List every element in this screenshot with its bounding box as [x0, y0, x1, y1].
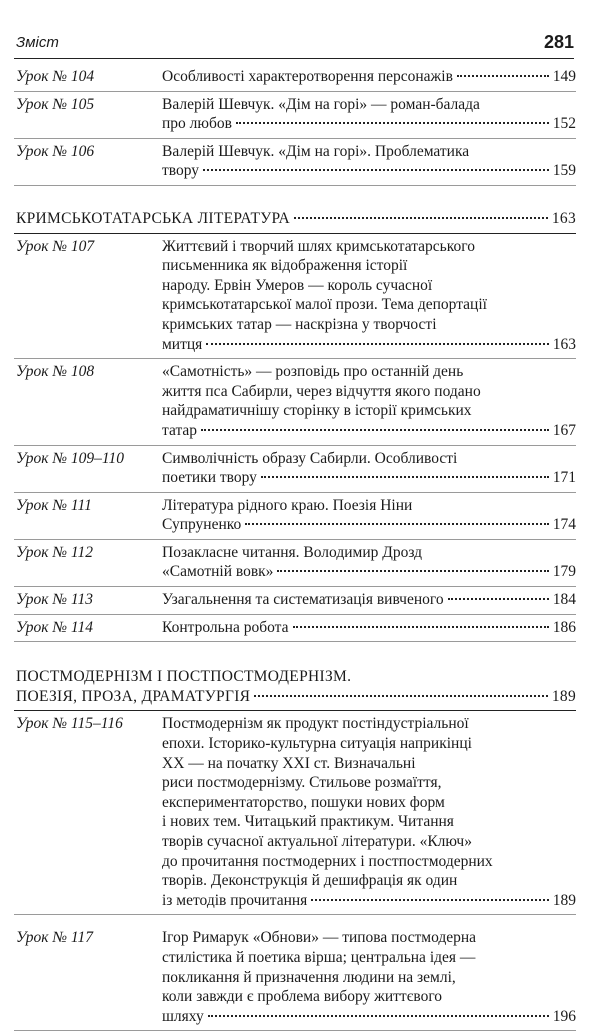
dot-leader	[201, 429, 549, 431]
title-last-line	[162, 515, 576, 535]
section-heading[interactable]	[14, 198, 576, 234]
title-last-line	[162, 421, 576, 441]
page-ref: 171	[552, 469, 576, 487]
lesson-label: Урок № 113	[16, 591, 94, 609]
page-ref: 189	[551, 687, 576, 705]
heading-line: КРИМСЬКОТАТАРСЬКА ЛІТЕРАТУРА	[16, 209, 290, 227]
title-line: Символічність образу Сабирли. Особливості	[162, 449, 458, 467]
title-line: найдраматичнішу сторінку в історії кримських	[162, 402, 472, 420]
toc-entry[interactable]	[14, 446, 576, 493]
toc-entry[interactable]	[14, 64, 576, 92]
toc-entry[interactable]	[14, 711, 576, 915]
toc-entry[interactable]	[14, 540, 576, 587]
lesson-label: Урок № 106	[16, 142, 95, 160]
title-line: Особливості характеротворення персонажів	[162, 68, 453, 85]
title-last-line	[162, 562, 576, 582]
entry-title	[162, 237, 576, 355]
title-line: «Самотній вовк»	[162, 563, 274, 581]
dot-leader	[254, 695, 548, 697]
entry-title	[162, 67, 576, 87]
title-line: «Самотність» — розповідь про останній день	[162, 363, 464, 381]
title-line: до прочитання постмодерних і постпостмодерних	[162, 852, 493, 870]
title-line: Постмодернізм як продукт постіндустріальної	[162, 715, 469, 733]
page-ref: 163	[552, 335, 576, 353]
title-line: Валерій Шевчук. «Дім на горі» — роман-балада	[162, 95, 480, 113]
dot-leader	[206, 343, 548, 345]
dot-leader	[203, 169, 549, 171]
entry-title	[162, 543, 576, 582]
entry-title	[162, 362, 576, 440]
title-last-line	[162, 161, 576, 181]
title-last-line	[162, 891, 576, 911]
dot-leader	[293, 626, 549, 628]
lesson-label: Урок № 111	[16, 496, 92, 514]
title-line: Позакласне читання. Володимир Дрозд	[162, 543, 423, 561]
page-number: 281	[543, 32, 574, 52]
heading-last-line	[16, 687, 576, 707]
dot-leader	[457, 75, 549, 77]
title-line: митця	[162, 335, 203, 353]
toc-entry[interactable]	[14, 493, 576, 540]
title-line: стилістика й поетика вірша; центральна ідея —	[162, 948, 476, 966]
title-line: кримських татар — наскрізна у творчості	[162, 315, 437, 333]
heading-last-line	[16, 209, 576, 229]
title-line: експериментаторство, пошуки нових форм	[162, 793, 445, 811]
title-line: епохи. Історико-культурна ситуація наприкінці	[162, 735, 472, 753]
lesson-label: Урок № 104	[16, 68, 95, 85]
title-line: про любов	[162, 115, 232, 133]
title-line: із методів прочитання	[162, 891, 308, 909]
entry-title	[162, 590, 576, 610]
title-line: коли завжди є проблема вибору життєвого	[162, 988, 443, 1006]
page-ref: 186	[552, 618, 576, 636]
page-ref: 159	[552, 162, 576, 180]
lesson-label: Урок № 105	[16, 95, 95, 113]
dot-leader	[236, 122, 549, 124]
heading-line: ПОЕЗІЯ, ПРОЗА, ДРАМАТУРГІЯ	[16, 687, 251, 705]
title-line: народу. Ервін Умеров — король сучасної	[162, 276, 433, 294]
title-last-line	[162, 1007, 576, 1027]
page-ref: 152	[552, 115, 576, 133]
lesson-label: Урок № 107	[16, 237, 95, 255]
page-ref: 167	[552, 421, 576, 439]
title-line: Контрольна робота	[162, 618, 289, 636]
dot-leader	[245, 523, 548, 525]
toc-entry[interactable]	[14, 359, 576, 445]
toc-entry[interactable]	[14, 615, 576, 643]
entry-title	[162, 618, 576, 638]
title-last-line	[162, 590, 576, 610]
title-line: твору	[162, 162, 200, 180]
page-ref: 149	[552, 68, 576, 85]
title-line: Валерій Шевчук. «Дім на горі». Проблематика	[162, 142, 470, 160]
entry-title	[162, 95, 576, 134]
title-line: Ігор Римарук «Обнови» — типова постмодерна	[162, 929, 477, 947]
title-line: покликання й призначення людини на землі,	[162, 968, 456, 986]
dot-leader	[448, 598, 549, 600]
entry-title	[162, 928, 576, 1026]
heading-line: ПОСТМОДЕРНІЗМ І ПОСТПОСТМОДЕРНІЗМ.	[16, 668, 352, 686]
title-last-line	[162, 335, 576, 355]
entry-title	[162, 142, 576, 181]
title-line: кримськотатарської малої прози. Тема депортації	[162, 296, 487, 314]
lesson-label: Урок № 109–110	[16, 449, 125, 467]
dot-leader	[294, 217, 548, 219]
page-ref: 184	[552, 591, 576, 609]
table-of-contents	[14, 64, 576, 1031]
title-line: творів. Деконструкція й дешифрація як один	[162, 872, 458, 890]
section-heading[interactable]	[14, 656, 576, 711]
title-line: творів сучасної актуальної літератури. «Ключ»	[162, 833, 472, 850]
page-ref: 163	[551, 209, 576, 227]
entry-title	[162, 449, 576, 488]
page-ref: 196	[552, 1007, 576, 1025]
section-title: Зміст	[16, 34, 59, 51]
toc-entry[interactable]	[14, 587, 576, 615]
page-ref: 174	[552, 516, 576, 534]
dot-leader	[277, 570, 548, 572]
title-line: XX — на початку XXI ст. Визначальні	[162, 754, 416, 772]
entry-title	[162, 714, 576, 910]
lesson-label: Урок № 115–116	[16, 715, 123, 733]
dot-leader	[311, 899, 548, 901]
title-last-line	[162, 468, 576, 488]
lesson-label: Урок № 114	[16, 618, 94, 636]
title-line: риси постмодернізму. Стильове розмаїття,	[162, 774, 442, 792]
title-line: життя пса Сабирли, через відчуття якого подано	[162, 382, 481, 400]
title-line: письменника як відображення історії	[162, 257, 408, 275]
page-ref: 189	[552, 891, 576, 909]
title-line: татар	[162, 421, 198, 439]
dot-leader	[261, 476, 549, 478]
title-line: Супруненко	[162, 516, 242, 534]
toc-entry[interactable]	[14, 139, 576, 186]
title-last-line	[162, 67, 576, 87]
title-line: Узагальнення та систематизація вивченого	[162, 591, 444, 609]
title-line: Життєвий і творчий шлях кримськотатарського	[162, 237, 475, 255]
lesson-label: Урок № 117	[16, 929, 94, 947]
page-header	[14, 34, 574, 59]
title-last-line	[162, 114, 576, 134]
title-line: Література рідного краю. Поезія Ніни	[162, 496, 413, 514]
title-line: і нових тем. Читацький практикум. Читання	[162, 813, 454, 831]
title-last-line	[162, 618, 576, 638]
title-line: шляху	[162, 1007, 204, 1025]
entry-title	[162, 496, 576, 535]
toc-entry[interactable]	[14, 92, 576, 139]
title-line: поетики твору	[162, 469, 257, 487]
dot-leader	[208, 1015, 549, 1017]
page-ref: 179	[552, 563, 576, 581]
lesson-label: Урок № 108	[16, 363, 95, 381]
toc-entry[interactable]	[14, 234, 576, 360]
toc-entry[interactable]	[14, 925, 576, 1031]
lesson-label: Урок № 112	[16, 543, 94, 561]
